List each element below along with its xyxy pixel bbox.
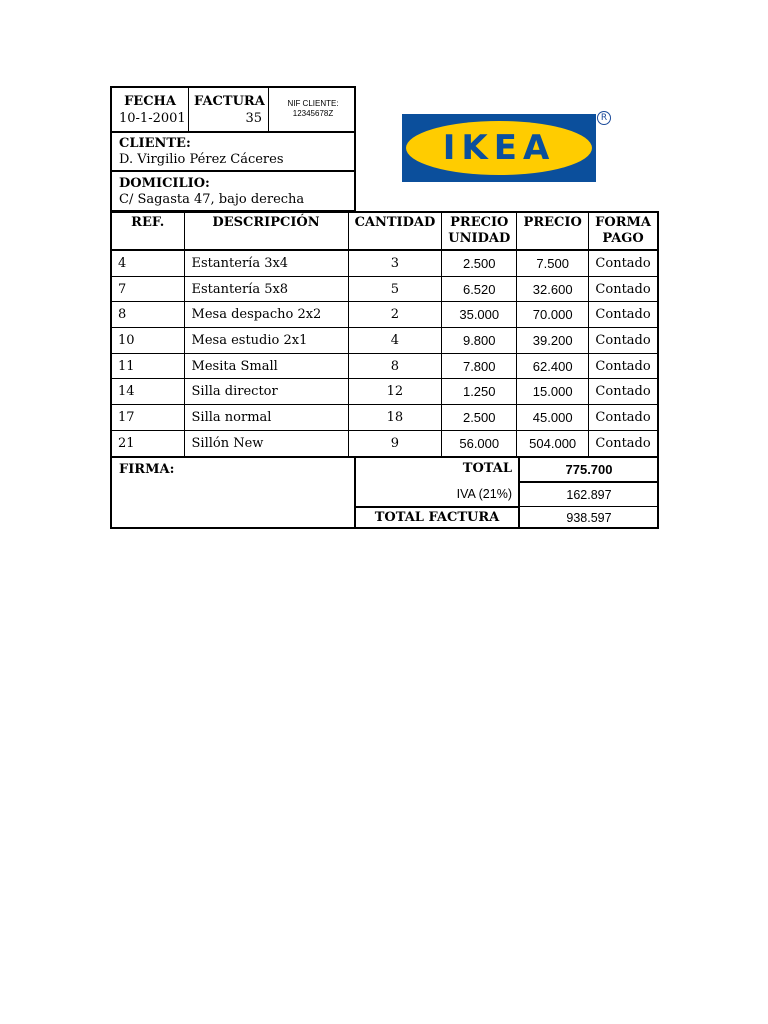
cell-precio-unidad: 1.250 [442,379,517,405]
col-header-cantidad: CANTIDAD [348,212,442,250]
cell-descripcion: Silla normal [184,405,348,431]
cell-precio-unidad: 6.520 [442,276,517,302]
cell-ref: 14 [111,379,184,405]
factura-label: FACTURA [194,94,265,109]
cliente-label: CLIENTE: [119,136,191,151]
cell-precio-unidad: 7.800 [442,353,517,379]
nif-value: 12345678Z [292,109,334,118]
cell-forma-pago: Contado [589,328,658,354]
cell-precio: 70.000 [517,302,589,328]
table-row [111,302,658,328]
invoice-header [110,86,356,212]
cliente-value: D. Virgilio Pérez Cáceres [119,152,284,167]
cell-ref: 8 [111,302,184,328]
cell-cantidad: 18 [348,405,442,431]
cell-precio: 7.500 [517,250,589,276]
cell-descripcion: Silla director [184,379,348,405]
iva-value: 162.897 [566,488,612,502]
cell-precio-unidad: 35.000 [442,302,517,328]
firma-label: FIRMA: [119,462,175,477]
firma-box [110,456,356,529]
col-header-precio-unidad: PRECIO UNIDAD [442,212,517,250]
total-factura-label: TOTAL FACTURA [374,510,500,525]
cell-ref: 21 [111,430,184,456]
table-row [111,250,658,276]
cell-descripcion: Mesa despacho 2x2 [184,302,348,328]
cell-forma-pago: Contado [589,276,658,302]
fecha-label: FECHA [124,94,176,109]
col-header-precio: PRECIO [517,212,589,250]
cell-ref: 11 [111,353,184,379]
cell-ref: 7 [111,276,184,302]
cell-precio-unidad: 2.500 [442,250,517,276]
total-value: 775.700 [565,462,613,477]
cell-descripcion: Estantería 5x8 [184,276,348,302]
cell-precio-unidad: 2.500 [442,405,517,431]
col-header-ref: REF. [111,212,184,250]
divider [112,131,356,133]
cell-descripcion: Estantería 3x4 [184,250,348,276]
cell-ref: 10 [111,328,184,354]
cell-precio: 45.000 [517,405,589,431]
cell-forma-pago: Contado [589,302,658,328]
cell-cantidad: 4 [348,328,442,354]
cell-cantidad: 8 [348,353,442,379]
cell-precio: 39.200 [517,328,589,354]
total-label: TOTAL [462,461,512,476]
cell-precio: 504.000 [517,430,589,456]
cell-forma-pago: Contado [589,405,658,431]
table-row [111,353,658,379]
domicilio-value: C/ Sagasta 47, bajo derecha [119,192,305,207]
fecha-value: 10-1-2001 [119,111,186,126]
cell-precio: 32.600 [517,276,589,302]
table-row [111,430,658,456]
domicilio-label: DOMICILIO: [119,176,210,191]
divider [518,506,659,507]
cell-cantidad: 3 [348,250,442,276]
cell-precio-unidad: 9.800 [442,328,517,354]
divider [354,506,520,508]
iva-label: IVA (21%) [456,487,512,501]
total-factura-value: 938.597 [566,511,612,525]
cell-cantidad: 12 [348,379,442,405]
items-table [110,211,659,458]
cell-forma-pago: Contado [589,353,658,379]
col-header-forma-pago: FORMA PAGO [589,212,658,250]
table-row [111,328,658,354]
registered-icon: R [597,111,611,125]
cell-forma-pago: Contado [589,379,658,405]
cell-descripcion: Sillón New [184,430,348,456]
cell-descripcion: Mesa estudio 2x1 [184,328,348,354]
cell-forma-pago: Contado [589,430,658,456]
table-row [111,405,658,431]
logo-text: IKEA [442,128,556,168]
cell-forma-pago: Contado [589,250,658,276]
table-header-row [111,212,658,250]
cell-descripcion: Mesita Small [184,353,348,379]
cell-cantidad: 9 [348,430,442,456]
nif-label: NIF CLIENTE: [287,99,339,108]
divider [112,170,356,172]
factura-value: 35 [245,111,262,126]
table-row [111,379,658,405]
cell-cantidad: 2 [348,302,442,328]
col-header-descripcion: DESCRIPCIÓN [184,212,348,250]
cell-precio: 15.000 [517,379,589,405]
cell-cantidad: 5 [348,276,442,302]
divider [518,481,659,483]
cell-ref: 4 [111,250,184,276]
cell-ref: 17 [111,405,184,431]
cell-precio: 62.400 [517,353,589,379]
cell-precio-unidad: 56.000 [442,430,517,456]
ikea-logo [402,114,596,182]
table-row [111,276,658,302]
